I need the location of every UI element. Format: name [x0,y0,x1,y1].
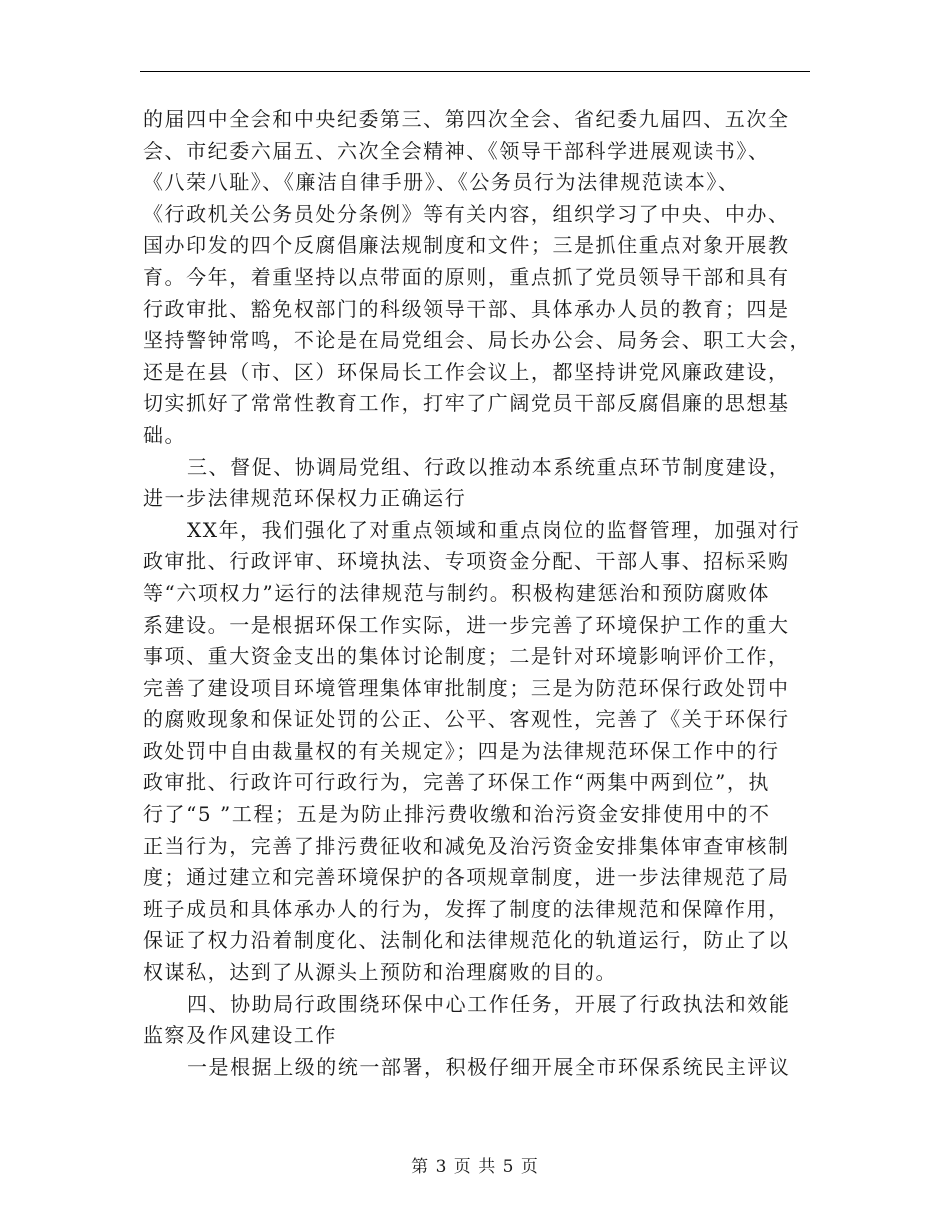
body-line: 政审批、行政许可行政行为，完善了环保工作“两集中两到位”，执 [143,770,770,795]
body-line: 坚持警钟常鸣，不论是在局党组会、局长办公会、局务会、职工大会， [143,328,812,353]
section-heading: 三、督促、协调局党组、行政以推动本系统重点环节制度建设， [187,454,791,479]
body-line: 完善了建设项目环境管理集体审批制度；三是为防范环保行政处罚中 [143,675,790,700]
header-rule [140,71,810,72]
body-line: 会、市纪委六届五、六次全会精神、《领导干部科学进展观读书》、 [143,138,770,163]
body-line: 度；通过建立和完善环境保护的各项规章制度，进一步法律规范了局 [143,865,790,890]
body-line: 系建设。一是根据环保工作实际，进一步完善了环境保护工作的重大 [143,612,790,637]
body-line: 等“六项权力”运行的法律规范与制约。积极构建惩治和预防腐败体 [143,580,770,605]
document-body [143,104,811,1083]
body-line: 行了“5 ”工程；五是为防止排污费收缴和治污资金安排使用中的不 [143,802,771,827]
body-line: 的腐败现象和保证处罚的公正、公平、客观性，完善了《关于环保行 [143,707,790,732]
body-line: 保证了权力沿着制度化、法制化和法律规范化的轨道运行，防止了以 [143,928,790,953]
section-heading: 监察及作风建设工作 [143,1023,337,1048]
section-heading: 四、协助局行政围绕环保中心工作任务，开展了行政执法和效能 [187,991,791,1016]
body-line: 切实抓好了常常性教育工作，打牢了广阔党员干部反腐倡廉的思想基 [143,391,790,416]
body-line: 《八荣八耻》、《廉洁自律手册》、《公务员行为法律规范读本》、 [143,170,740,195]
body-line: 国办印发的四个反腐倡廉法规制度和文件；三是抓住重点对象开展教 [143,233,790,258]
body-line: 班子成员和具体承办人的行为，发挥了制度的法律规范和保障作用， [143,896,790,921]
body-line: 还是在县（市、区）环保局长工作会议上，都坚持讲党风廉政建设， [143,359,790,384]
section-heading: 进一步法律规范环保权力正确运行 [143,486,467,511]
body-line: 事项、重大资金支出的集体讨论制度；二是针对环境影响评价工作， [143,644,790,669]
body-line: 的届四中全会和中央纪委第三、第四次全会、省纪委九届四、五次全 [143,107,790,131]
body-line: 行政审批、豁免权部门的科级领导干部、具体承办人员的教育；四是 [143,296,790,321]
paragraph-start: 一是根据上级的统一部署，积极仔细开展全市环保系统民主评议 [187,1054,791,1079]
body-line: 政审批、行政评审、环境执法、专项资金分配、干部人事、招标采购 [143,549,790,574]
paragraph-start: XX年，我们强化了对重点领域和重点岗位的监督管理，加强对行 [187,517,801,542]
body-line: 正当行为，完善了排污费征收和减免及治污资金安排集体审查审核制 [143,833,790,858]
body-line: 育。今年，着重坚持以点带面的原则，重点抓了党员领导干部和具有 [143,264,790,289]
page-number: 第 3 页 共 5 页 [411,1157,539,1177]
body-line: 础。 [143,422,187,447]
body-line: 权谋私，达到了从源头上预防和治理腐败的目的。 [143,960,618,985]
body-line: 《行政机关公务员处分条例》等有关内容，组织学习了中央、中办、 [143,201,790,226]
body-line: 政处罚中自由裁量权的有关规定》；四是为法律规范环保工作中的行 [143,738,780,763]
